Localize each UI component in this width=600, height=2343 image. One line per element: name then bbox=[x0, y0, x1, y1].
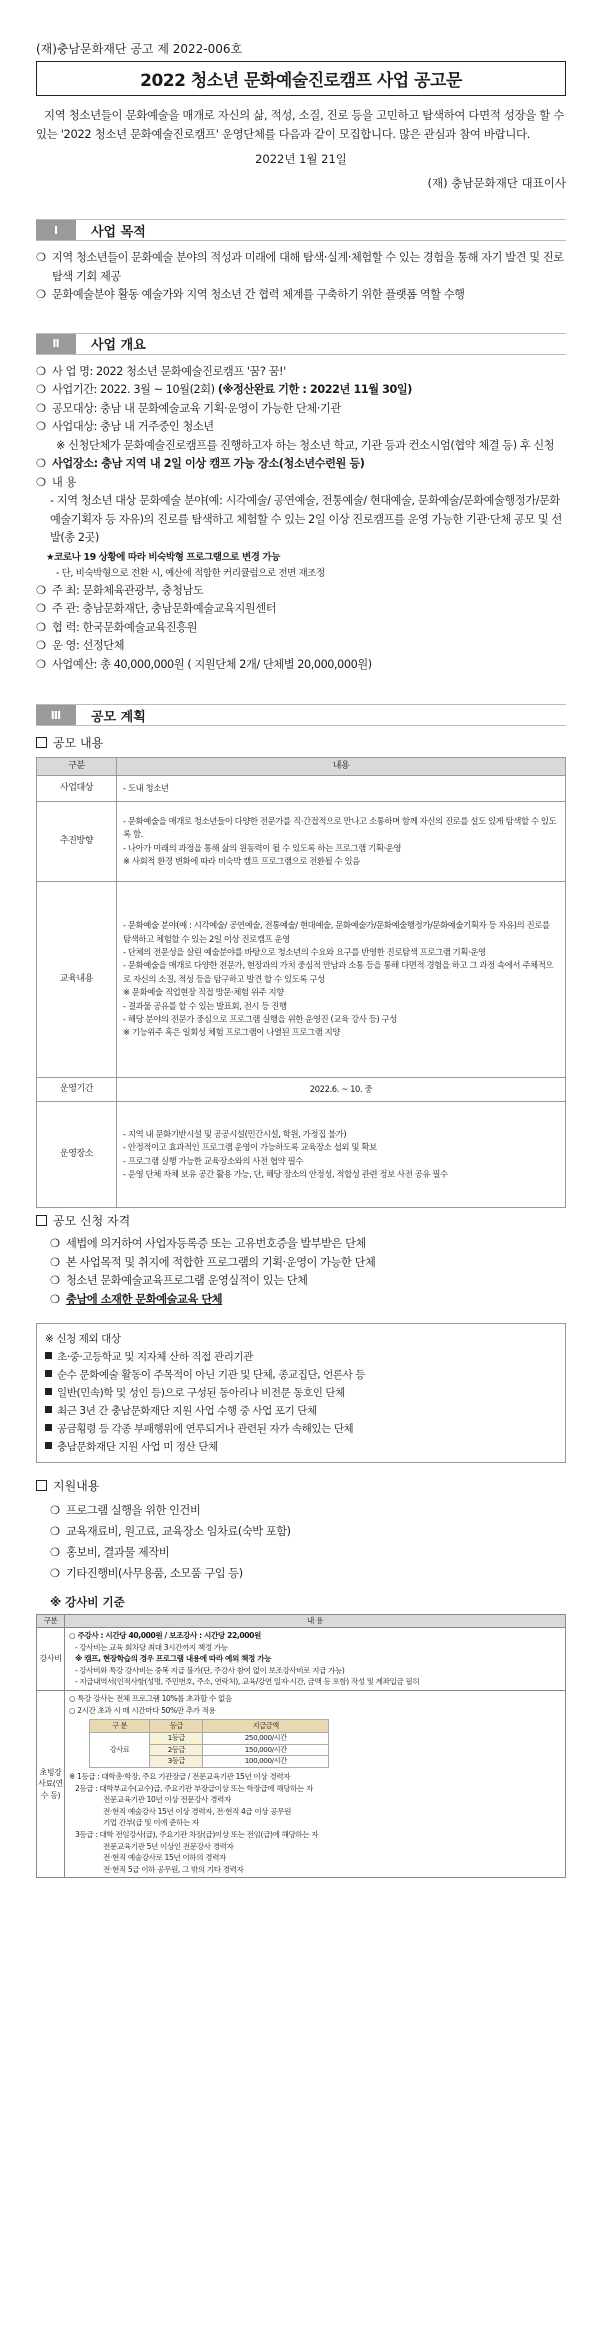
section-header-overview bbox=[36, 333, 566, 355]
table-row: 초빙강사료(연수 등) ○ 특강 강사는 전체 프로그램 10%를 초과할 수 없음 ○ 2시간 초과 시 매 시간마다 50%만 추가 적용 구 분 등급 지급금액 강사료 1등급 250,000/시간 2등급 150,000/시간 3등급 100,000/시간 ※ 1등급 : 대학총·학장, 주요 기관장급 / 전문교육기관 15년 이상 경력자 2등급 : 대학부교수(교수)급, 주요기관 부장급이상 또는 학장급에 해당하는 자 전문교육기관 10년 이상 전문강사 경력자 전·현직 예술강사 15년 이상 경력자, 전·현직 4급 이상 공무원 기업 간부(급 및 이에 준하는 자 3등급 : 대학 전임강사(급), 주요기관 차장(급)이상 또는 전임(급)에 해당하는 자 전문교육기관 5년 이상인 전문강사 경력자 전·현직 예술강사로 15년 이하의 경력자 전·현직 5급 이하 공무원, 그 밖의 기타 경력자 bbox=[37, 1690, 566, 1877]
table-row: 운영장소 - 지역 내 문화기반시설 및 공공시설(민간시설, 학원, 가정집 불가) - 안정적이고 효과적인 프로그램 운영이 가능하도록 교육장소 섭외 및 확보 - 프로그램 실행 가능한 교육장소와의 사전 협약 필수 - 운영 단체 자체 보유 공간 활용 가능, 단, 해당 장소의 안정성, 적합성 관련 정보 사전 공유 필수 bbox=[37, 1102, 566, 1208]
section-header-purpose bbox=[36, 219, 566, 241]
square-bullet-icon bbox=[45, 1352, 52, 1359]
square-bullet-icon bbox=[45, 1406, 52, 1413]
grade-table: 구 분 등급 지급금액 강사료 1등급 250,000/시간 2등급 150,000/시간 3등급 100,000/시간 bbox=[89, 1719, 329, 1768]
operation: ❍ 운 영: 선정단체 bbox=[36, 639, 125, 652]
table-row: 강사비 ○ 주강사 : 시간당 40,000원 / 보조강사 : 시간당 22,000원 - 강사비는 교육 회차당 최대 3시간까지 책정 가능 ※ 캠프, 현장학습의 경우 프로그램 내용에 따라 예외 책정 가능 - 강사비와 특강 강사비는 중복 지급 불가(단, 주강사 참여 없이 보조강사비로 지급 가능) - 지급내역서(인적사항(성명, 주민번호, 주소, 연락처), 교육/강연 일자·시간, 금액 등 포함) 작성 및 계좌입금 필히 bbox=[37, 1628, 566, 1691]
table-row: 사업대상 - 도내 청소년 bbox=[37, 776, 566, 802]
table-row: 교육내용 - 문화예술 분야(예 : 시각예술/ 공연예술, 전통예술/ 현대예술, 문화예술가/문화예술행정가/문화예술기획자 등 자유)의 진로를 탐색하고 체험할 수 있는 2일 이상 진로캠프 운영 - 단체의 전문성을 살린 예술분야를 바탕으로 청소년의 수요와 요구를 반영한 진로탐색 프로그램 기획·운영 - 문화예술을 매개로 다양한 전문가, 현장과의 가치 중심적 만남과 소통 등을 통해 다면적 경험을 하고 그 과정 속에서 주체적으로 자신의 소질, 적성 등을 탐구하고 발견 할 수 있도록 구성 ※ 문화예술 직업현장 직접 방문·체험 위주 지향 - 결과물 공유를 할 수 있는 발표회, 전시 등 진행 - 해당 분야의 전문가 중심으로 프로그램 실행을 위한 운영진 (교육 강사 등) 구성 ※ 기능위주 혹은 일회성 체험 프로그램이 나열된 프로그램 지양 bbox=[37, 882, 566, 1078]
table-header: 구분 bbox=[37, 758, 117, 776]
square-bullet-icon bbox=[45, 1442, 52, 1449]
fee-table bbox=[36, 1614, 566, 1878]
list-item: ❍ 프로그램 실행을 위한 인건비 bbox=[50, 1504, 201, 1517]
notice-date: 2022년 1월 21일 bbox=[255, 152, 347, 166]
table-row: 운영기간 2022.6. ~ 10. 중 bbox=[37, 1078, 566, 1102]
cooperation: ❍ 협 력: 한국문화예술교육진흥원 bbox=[36, 620, 197, 634]
project-target: ❍ 공모대상: 충남 내 문화예술교육 기획·운영이 가능한 단체·기관 bbox=[36, 401, 341, 415]
list-item: 초·중·고등학교 및 지자체 산하 직접 관리기관 bbox=[45, 1348, 557, 1366]
square-bullet-icon bbox=[45, 1388, 52, 1395]
list-item: ❍ 본 사업목적 및 취지에 적합한 프로그램의 기획·운영이 가능한 단체 bbox=[50, 1255, 376, 1269]
content-label: ❍ 내 용 bbox=[36, 475, 76, 489]
exclusion-title: ※ 신청 제외 대상 bbox=[45, 1333, 121, 1345]
list-item: ❍ 청소년 문화예술교육프로그램 운영실적이 있는 단체 bbox=[50, 1274, 308, 1287]
section-title: 공모 계획 bbox=[91, 709, 146, 725]
square-bullet-icon bbox=[45, 1424, 52, 1431]
list-item: ❍ 충남에 소재한 문화예술교육 단체 bbox=[50, 1292, 223, 1306]
contents-table bbox=[36, 757, 566, 1208]
budget: ❍ 사업예산: 총 40,000,000원 ( 지원단체 2개/ 단체별 20,000,000원) bbox=[36, 657, 372, 671]
notice-title: 2022 청소년 문화예술진로캠프 사업 공고문 bbox=[36, 61, 566, 96]
project-name: ❍ 사 업 명: 2022 청소년 문화예술진로캠프 '꿈? 꿈!' bbox=[36, 364, 286, 378]
list-item: ❍ 교육재료비, 원고료, 교육장소 임차료(숙박 포함) bbox=[50, 1525, 291, 1538]
circle-bullet-icon: ❍ bbox=[36, 251, 46, 264]
subheading-qualification: 공모 신청 자격 bbox=[36, 1212, 566, 1229]
list-item: ❍ 지역 청소년들이 문화예술 분야의 적성과 미래에 대해 탐색·실계·체험할 수 있는 경험을 통해 자기 발견 및 진로탐색 기회 제공 bbox=[36, 251, 564, 283]
section-number: Ⅰ bbox=[36, 220, 76, 240]
subheading-support: 지원내용 bbox=[36, 1477, 566, 1494]
checkbox-icon bbox=[36, 737, 47, 748]
section-title: 사업 개요 bbox=[91, 338, 146, 353]
list-item: ❍ 홍보비, 결과물 제작비 bbox=[50, 1546, 170, 1559]
table-header: 내용 bbox=[117, 758, 566, 776]
organizer: ❍ 주 관: 충남문화재단, 충남문화예술교육지원센터 bbox=[36, 602, 277, 615]
intro-paragraph: 지역 청소년들이 문화예술을 매개로 자신의 삶, 적성, 소질, 진로 등을 고민하고 탐색하여 다면적 성장을 할 수 있는 '2022 청소년 문화예술진로캠프' 운영단체를 다음과 같이 모집합니다. 많은 관심과 참여 바랍니다. bbox=[36, 108, 565, 141]
section-number: Ⅲ bbox=[36, 705, 76, 725]
participants-note: ※ 신청단체가 문화예술진로캠프를 진행하고자 하는 청소년 학교, 기관 등과 컨소시엄(협약 체결 등) 후 신청 bbox=[56, 438, 555, 452]
checkbox-icon bbox=[36, 1215, 47, 1226]
covid-note: ★코로나 19 상황에 따라 비숙박형 프로그램으로 변경 가능 bbox=[46, 551, 280, 563]
fee-standard-title: ※ 강사비 기준 bbox=[50, 1595, 125, 1609]
checkbox-icon bbox=[36, 1480, 47, 1491]
project-period: ❍ 사업기간: 2022. 3월 ~ 10월(2회) (※정산완료 기한 : 2022년 11월 30일) bbox=[36, 383, 413, 396]
list-item: 공금횡령 등 각종 부패행위에 연루되거나 관련된 자가 속해있는 단체 bbox=[45, 1420, 557, 1438]
host: ❍ 주 최: 문화체육관광부, 충청남도 bbox=[36, 583, 204, 597]
exclusion-box bbox=[36, 1323, 566, 1463]
list-item: 순수 문화예술 활동이 주목적이 아닌 기관 및 단체, 종교집단, 언론사 등 bbox=[45, 1366, 557, 1384]
project-venue: ❍ 사업장소: 충남 지역 내 2일 이상 캠프 가능 장소(청소년수련원 등) bbox=[36, 457, 365, 470]
table-header: 내 용 bbox=[65, 1615, 566, 1628]
square-bullet-icon bbox=[45, 1370, 52, 1377]
list-item: 충남문화재단 지원 사업 미 정산 단체 bbox=[45, 1438, 557, 1456]
list-item: ❍ 문화예술분야 활동 예술가와 지역 청소년 간 협력 체계를 구축하기 위한 플랫폼 역할 수행 bbox=[36, 286, 566, 305]
list-item: ❍ 세법에 의거하여 사업자등록증 또는 고유번호증을 발부받은 단체 bbox=[50, 1237, 366, 1250]
content-description: - 지역 청소년 대상 문화예술 분야(예: 시각예술/ 공연예술, 전통예술/ 현대예술, 문화예술/문화예술행정가/문화예술기획자 등 자유)의 진로를 탐색하고 체험할 수 있는 2일 이상 진로캠프를 운영 가능한 기관·단체 공모 및 선발(총 2곳) bbox=[50, 494, 562, 544]
table-row: 추진방향 - 문화예술을 매개로 청소년들이 다양한 전문가를 직·간접적으로 만나고 소통하며 함께 자신의 진로를 설도 있게 탐색할 수 있도록 함. - 나아가 미래의 과정을 통해 삶의 원동력이 될 수 있도록 하는 프로그램 기획·운영 ※ 사회적 환경 변화에 따라 비숙박 캠프 프로그램으로 전환될 수 있음 bbox=[37, 802, 566, 882]
section-header-plan bbox=[36, 704, 566, 726]
covid-note-detail: - 단, 비숙박형으로 전환 시, 예산에 적합한 커리큘럼으로 전면 재조정 bbox=[56, 567, 325, 579]
list-item: 최근 3년 간 충남문화재단 지원 사업 수행 중 사업 포기 단체 bbox=[45, 1402, 557, 1420]
table-header: 구분 bbox=[37, 1615, 65, 1628]
circle-bullet-icon: ❍ bbox=[36, 288, 46, 301]
project-participants: ❍ 사업대상: 충남 내 거주중인 청소년 bbox=[36, 420, 214, 433]
list-item: ❍ 기타진행비(사무용품, 소모품 구입 등) bbox=[50, 1567, 243, 1580]
notice-number: (재)충남문화재단 공고 제 2022-006호 bbox=[36, 42, 243, 56]
list-item: 일반(민속)학 및 성인 등)으로 구성된 동아리나 비전문 동호인 단체 bbox=[45, 1384, 557, 1402]
subheading-contents: 공모 내용 bbox=[36, 734, 566, 751]
notice-signature: (재) 충남문화재단 대표이사 bbox=[427, 176, 566, 190]
section-title: 사업 목적 bbox=[91, 224, 146, 240]
section-number: Ⅱ bbox=[36, 334, 76, 354]
